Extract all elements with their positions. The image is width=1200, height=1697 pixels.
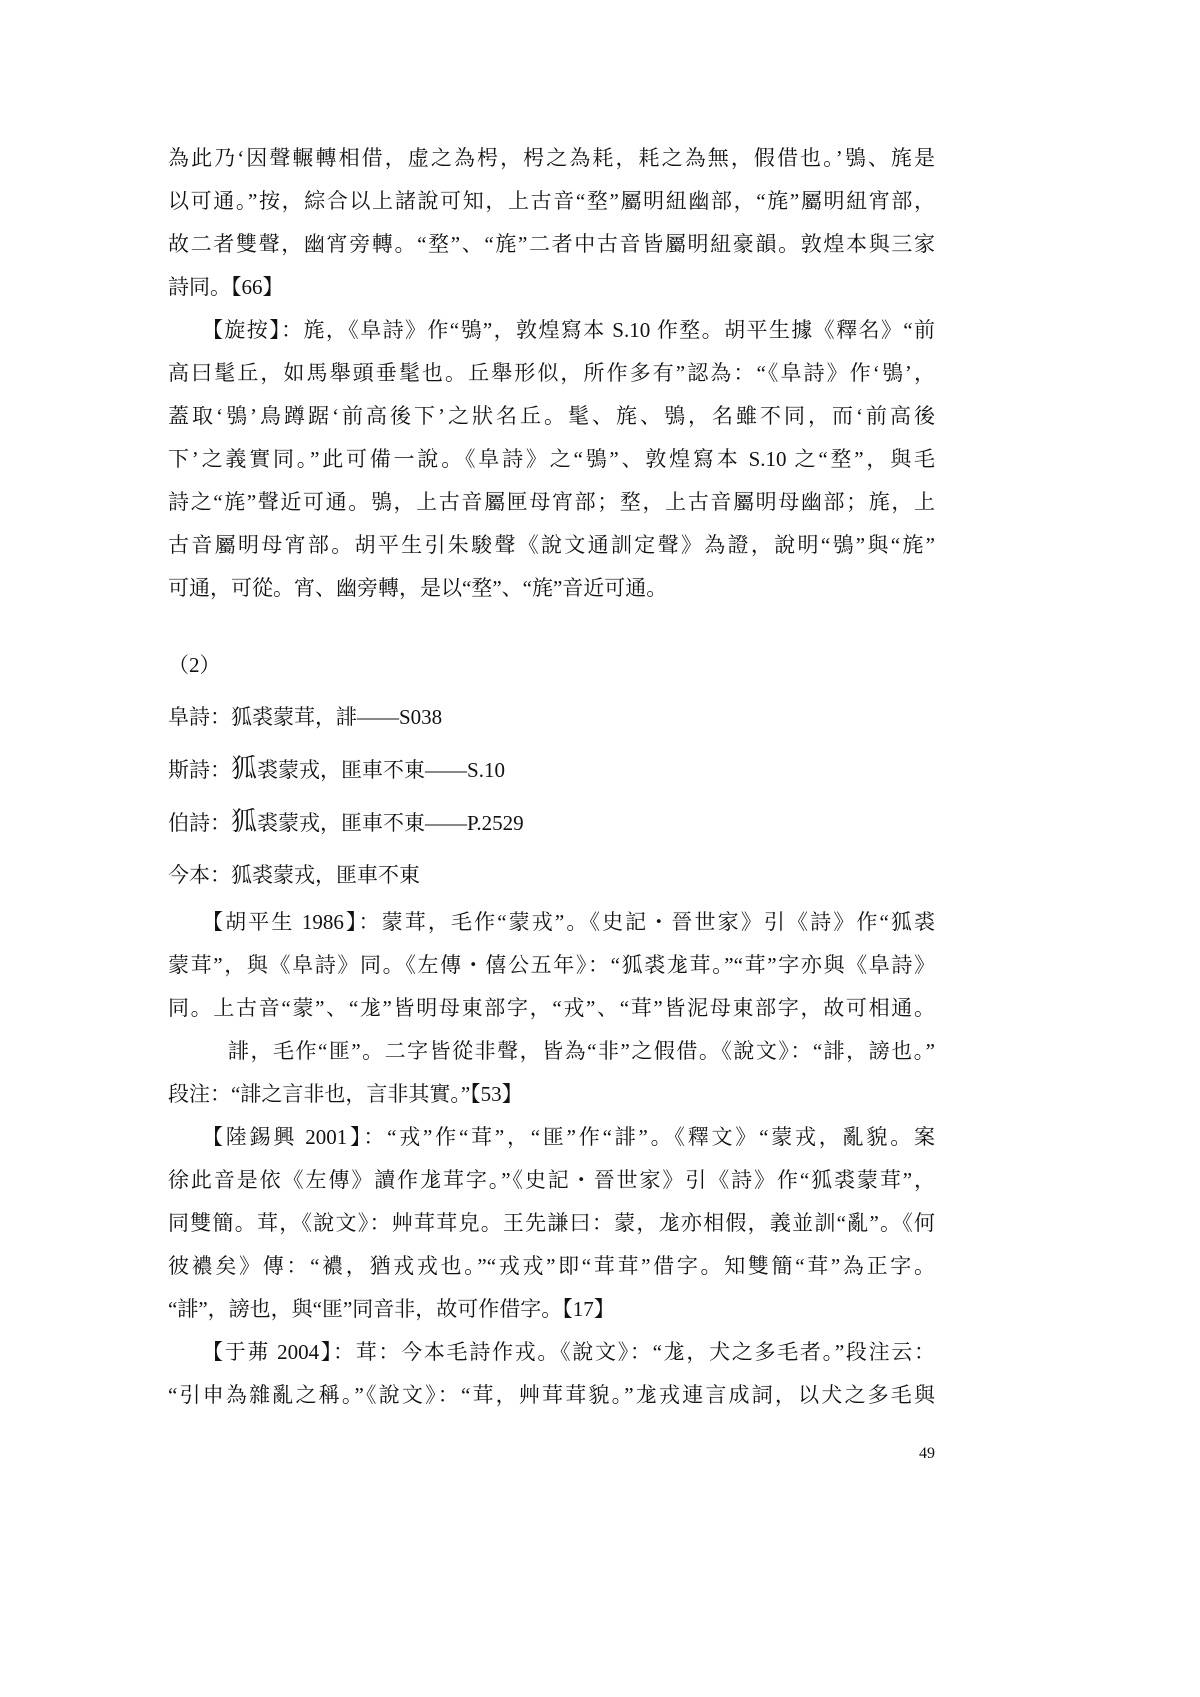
text-line: “誹”，謗也，與“匪”同音非，故可作借字。【17】 bbox=[168, 1297, 615, 1321]
text-line: 蒙茸”，與《阜詩》同。《左傳・僖公五年》：“狐裘尨茸。”“茸”字亦與《阜詩》 bbox=[168, 953, 935, 977]
variant-row bbox=[168, 849, 935, 901]
text-line: 段注：“誹之言非也，言非其實。”【53】 bbox=[168, 1082, 523, 1106]
variant-head-char: 狐 bbox=[231, 705, 252, 729]
variant-label: 伯詩： bbox=[168, 811, 231, 835]
paragraph-hu-1986 bbox=[168, 901, 935, 1030]
page-body bbox=[168, 137, 935, 1417]
text-line: 下’之義實同。”此可備一說。《阜詩》之“鴞”、敦煌寫本 S.10 之“堥”，與毛 bbox=[168, 447, 935, 471]
text-line: “引申為雜亂之稱。”《說文》：“茸，艸茸茸貌。”尨戎連言成詞，以犬之多毛與 bbox=[168, 1383, 935, 1407]
variant-row bbox=[168, 691, 935, 743]
text-line: 彼襛矣》傳：“襛，猶戎戎也。”“戎戎”即“茸茸”借字。知雙簡“茸”為正字。 bbox=[168, 1254, 935, 1278]
variant-row bbox=[168, 743, 935, 796]
variant-label: 阜詩： bbox=[168, 705, 231, 729]
text-line: 【旋按】：旄，《阜詩》作“鴞”，敦煌寫本 S.10 作堥。胡平生據《釋名》“前 bbox=[202, 318, 935, 342]
text-line: 【陸錫興 2001】：“戎”作“茸”，“匪”作“誹”。《釋文》“蒙戎，亂貌。案 bbox=[202, 1125, 935, 1149]
variant-text: 裘蒙戎，匪車不東——S.10 bbox=[257, 758, 505, 782]
variant-head-char: 狐 bbox=[231, 754, 258, 783]
text-line: 故二者雙聲，幽宵旁轉。“堥”、“旄”二者中古音皆屬明紐豪韻。敦煌本與三家 bbox=[168, 232, 935, 256]
text-line: 同雙簡。茸，《說文》：艸茸茸皃。王先謙曰：蒙，尨亦相假，義並訓“亂”。《何 bbox=[168, 1211, 935, 1235]
variant-text: 裘蒙戎，匪車不東——P.2529 bbox=[257, 811, 524, 835]
text-line: 徐此音是依《左傳》讀作尨茸字。”《史記・晉世家》引《詩》作“狐裘蒙茸”， bbox=[168, 1168, 935, 1192]
section-number: （2） bbox=[168, 653, 221, 677]
text-line: 可通，可從。宵、幽旁轉，是以“堥”、“旄”音近可通。 bbox=[168, 576, 668, 600]
text-line: 詩同。【66】 bbox=[168, 275, 284, 299]
variant-list bbox=[168, 691, 935, 901]
variant-text: 裘蒙戎，匪車不東 bbox=[252, 863, 420, 887]
text-line: 詩之“旄”聲近可通。鴞，上古音屬匣母宵部；堥，上古音屬明母幽部；旄，上 bbox=[168, 490, 935, 514]
text-line: 【胡平生 1986】：蒙茸，毛作“蒙戎”。《史記・晉世家》引《詩》作“狐裘 bbox=[202, 910, 935, 934]
text-line: 古音屬明母宵部。胡平生引朱駿聲《說文通訓定聲》為證，說明“鴞”與“旄” bbox=[168, 533, 935, 557]
paragraph-hu-1986-continued bbox=[168, 1030, 935, 1116]
variant-row bbox=[168, 796, 935, 849]
text-line: 【于茀 2004】：茸：今本毛詩作戎。《說文》：“尨，犬之多毛者。”段注云： bbox=[202, 1340, 935, 1364]
variant-label: 今本： bbox=[168, 863, 231, 887]
text-line: 誹，毛作“匪”。二字皆從非聲，皆為“非”之假借。《說文》：“誹，謗也。” bbox=[228, 1039, 935, 1063]
page-number: 49 bbox=[919, 1445, 935, 1462]
text-line: 蓋取‘鴞’鳥蹲踞‘前高後下’之狀名丘。髦、旄、鴞，名雖不同，而‘前高後 bbox=[168, 404, 935, 428]
text-line: 以可通。”按，綜合以上諸說可知，上古音“堥”屬明紐幽部，“旄”屬明紐宵部， bbox=[168, 189, 935, 213]
text-line: 同。上古音“蒙”、“尨”皆明母東部字，“戎”、“茸”皆泥母東部字，故可相通。 bbox=[168, 996, 935, 1020]
paragraph-xuan-note bbox=[168, 309, 935, 610]
paragraph-yu-2004 bbox=[168, 1331, 935, 1417]
variant-label: 斯詩： bbox=[168, 758, 231, 782]
variant-text: 裘蒙茸，誹——S038 bbox=[252, 705, 443, 729]
text-line: 高曰髦丘，如馬舉頭垂髦也。丘舉形似，所作多有”認為：“《阜詩》作‘鴞’， bbox=[168, 361, 935, 385]
paragraph-continuation bbox=[168, 137, 935, 309]
variant-head-char: 狐 bbox=[231, 863, 252, 887]
variant-head-char: 狐 bbox=[231, 807, 258, 836]
paragraph-lu-2001 bbox=[168, 1116, 935, 1331]
text-line: 為此乃‘因聲輾轉相借，虚之為枵，枵之為耗，耗之為無，假借也。’鴞、旄是 bbox=[168, 146, 935, 170]
